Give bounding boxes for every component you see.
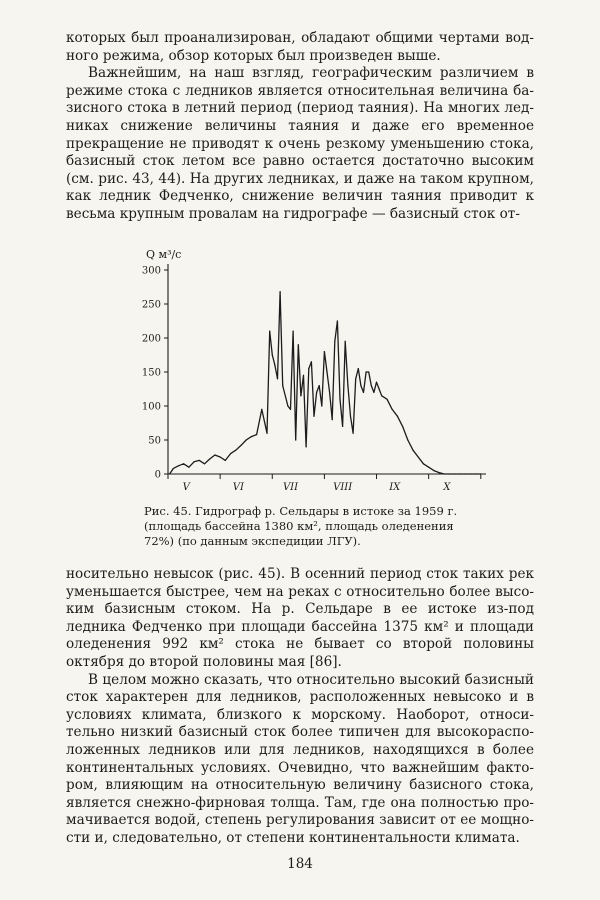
- data-point: [459, 473, 460, 474]
- data-point: [235, 450, 236, 451]
- data-point: [199, 460, 200, 461]
- data-point: [169, 473, 170, 474]
- data-point: [342, 426, 343, 427]
- data-point: [266, 433, 267, 434]
- x-tick-label: V: [182, 482, 190, 493]
- x-tick-label: VII: [282, 482, 299, 493]
- data-point: [290, 409, 291, 410]
- data-point: [345, 341, 346, 342]
- data-point: [329, 392, 330, 393]
- data-point: [379, 388, 380, 389]
- data-point: [347, 385, 348, 386]
- data-point: [287, 405, 288, 406]
- data-point: [295, 439, 296, 440]
- data-point: [397, 416, 398, 417]
- data-point: [337, 320, 338, 321]
- data-point: [261, 409, 262, 410]
- data-point: [178, 465, 179, 466]
- data-point: [428, 467, 429, 468]
- data-point: [368, 371, 369, 372]
- data-point: [352, 433, 353, 434]
- y-tick-label: 250: [141, 299, 161, 311]
- data-point: [319, 385, 320, 386]
- data-point: [438, 472, 439, 473]
- data-point: [360, 385, 361, 386]
- data-point: [350, 416, 351, 417]
- data-point: [277, 378, 278, 379]
- data-point: [418, 456, 419, 457]
- data-point: [272, 354, 273, 355]
- y-tick-label: 0: [154, 469, 161, 481]
- hydrograph-svg: [120, 240, 500, 500]
- data-point: [444, 473, 445, 474]
- data-point: [282, 385, 283, 386]
- y-tick-label: 200: [141, 333, 161, 345]
- data-point: [326, 371, 327, 372]
- data-point: [220, 456, 221, 457]
- data-point: [251, 436, 252, 437]
- discharge-series-line: [170, 292, 481, 474]
- data-point: [465, 473, 466, 474]
- data-point: [412, 450, 413, 451]
- y-tick-label: 100: [141, 401, 161, 413]
- data-point: [173, 468, 174, 469]
- data-point: [470, 473, 471, 474]
- figure-caption: [144, 504, 484, 549]
- data-point: [204, 463, 205, 464]
- data-point: [306, 446, 307, 447]
- data-point: [256, 434, 257, 435]
- data-point: [274, 365, 275, 366]
- y-axis-label: Q м³/с: [146, 248, 182, 261]
- data-point: [293, 331, 294, 332]
- data-point: [365, 371, 366, 372]
- data-point: [334, 341, 335, 342]
- data-point: [209, 458, 210, 459]
- data-point: [423, 463, 424, 464]
- data-point: [358, 368, 359, 369]
- data-point: [316, 392, 317, 393]
- data-point: [183, 463, 184, 464]
- data-point: [269, 331, 270, 332]
- y-tick-label: 50: [148, 435, 161, 447]
- data-point: [381, 395, 382, 396]
- hydrograph-chart: [120, 240, 500, 500]
- x-tick-label: VIII: [333, 482, 353, 493]
- y-tick-label: 300: [141, 265, 161, 277]
- data-point: [308, 368, 309, 369]
- data-point: [324, 351, 325, 352]
- data-point: [402, 426, 403, 427]
- data-point: [311, 361, 312, 362]
- data-point: [392, 409, 393, 410]
- data-point: [363, 392, 364, 393]
- paragraph: которых был проанализирован, обладают общими чертами водного режима, обзор которых был произведен выше.: [66, 30, 534, 64]
- data-point: [188, 467, 189, 468]
- body-text-top: [66, 30, 534, 224]
- paragraph: В целом можно сказать, что относительно высокий базисный сток характерен для ледников, расположенных невысоко и в условиях климата, близкого к морскому. Наоборот, относительно низкий базисный сток более типичен для высокорасположенных ледников или для ледников, находящихся в более континентальных условиях. Очевидно, что важнейшим фактором, влияющим на относительную величину базисного стока, является снежно-фирновая толща. Там, где она полностью промачивается водой, степень регулирования зависит от ее мощности и, следовательно, от степени континентальности климата.: [66, 671, 534, 846]
- data-point: [240, 445, 241, 446]
- data-point: [480, 473, 481, 474]
- data-point: [246, 439, 247, 440]
- data-point: [332, 419, 333, 420]
- data-point: [454, 473, 455, 474]
- data-point: [321, 405, 322, 406]
- data-point: [355, 378, 356, 379]
- data-point: [386, 399, 387, 400]
- data-point: [449, 473, 450, 474]
- data-point: [433, 470, 434, 471]
- data-point: [339, 399, 340, 400]
- data-point: [230, 453, 231, 454]
- data-point: [214, 454, 215, 455]
- data-point: [279, 291, 280, 292]
- data-point: [376, 382, 377, 383]
- data-point: [371, 385, 372, 386]
- data-point: [225, 460, 226, 461]
- paragraph: Важнейшим, на наш взгляд, географическим различием в режиме стока с ледников является относительная величина базисного стока в летний период (период таяния). На многих ледниках снижение величины таяния и даже его временное прекращение не приводят к очень резкому уменьшению стока, базисный сток летом все равно остается достаточно высоким (см. рис. 43, 44). На других ледниках, и даже на таком крупном, как ледник Федченко, снижение величин таяния приводит к весьма крупным провалам на гидрографе — базисный сток от-: [66, 65, 534, 222]
- data-point: [313, 416, 314, 417]
- data-point: [373, 392, 374, 393]
- body-text-bottom: [66, 566, 534, 848]
- x-tick-label: X: [443, 482, 451, 493]
- paragraph: носительно невысок (рис. 45). В осенний период сток таких рек уменьшается быстрее, чем на реках с относительно более высоким базисным стоком. На р. Сельдаре в ее истоке из-под ледника Федченко при площади бассейна 1375 км² и площади оледенения 992 км² стока не бывает со второй половины октября до второй половины мая [86].: [66, 566, 534, 670]
- x-tick-label: VI: [232, 482, 244, 493]
- data-point: [300, 395, 301, 396]
- page-number: 184: [287, 856, 313, 872]
- data-point: [303, 375, 304, 376]
- data-point: [298, 344, 299, 345]
- data-point: [193, 461, 194, 462]
- y-tick-label: 150: [141, 367, 161, 379]
- data-point: [407, 439, 408, 440]
- caption-text: Рис. 45. Гидрограф р. Сельдары в истоке за 1959 г. (площадь бассейна 1380 км², площадь оледенения 72%) (по данным экспедиции ЛГУ).: [144, 504, 458, 548]
- x-tick-label: IX: [389, 482, 401, 493]
- data-point: [475, 473, 476, 474]
